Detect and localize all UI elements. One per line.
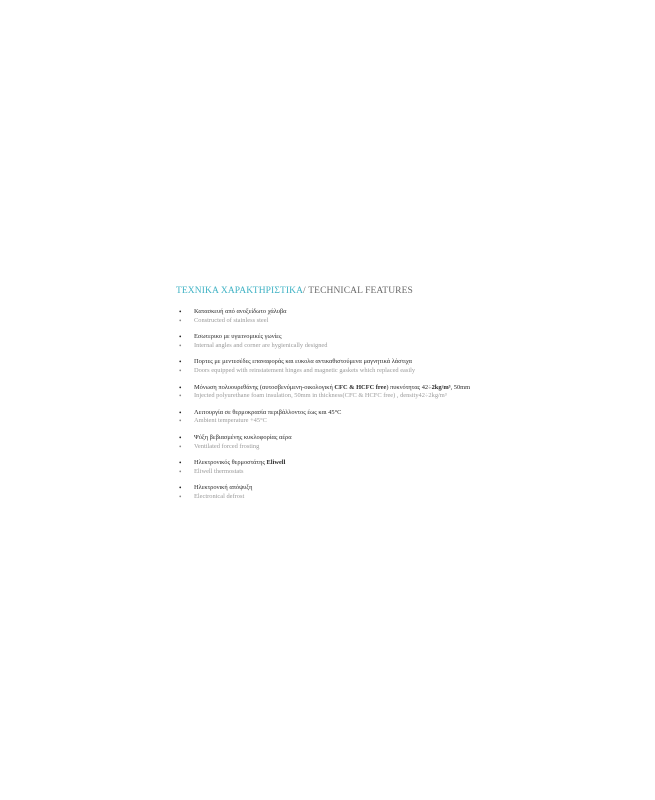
bullet-icon: • (179, 492, 182, 501)
bullet-icon: • (179, 433, 182, 442)
bullet-icon: • (179, 392, 182, 401)
bullet-icon: • (179, 308, 182, 316)
feature-english: Doors equipped with reinstatement hinges and magnetic gaskets which replaced easily (194, 366, 416, 374)
bullet-icon: • (179, 484, 182, 493)
feature-english: Electronical defrost (194, 492, 245, 500)
feature-english: Constructed of stainless steel (194, 316, 269, 324)
feature-greek: Μόνωση πολυουρεθάνης (αυτοσβενύμενη-οικολογική CFC & HCFC free) πυκνότητας 42÷2kg/m³, 50mm (194, 383, 471, 391)
section-heading (176, 286, 506, 296)
feature-greek: Κατασκευή από ανοξείδωτο χάλυβα (194, 308, 287, 315)
feature-item (176, 484, 506, 501)
bullet-icon: • (179, 341, 182, 350)
feature-english: Injected polyurethane foam insulation, 50mm in thickness(CFC & HCFC free) , density42÷2kg/m³ (194, 392, 447, 400)
feature-greek: Ηλεκτρονικός θερμοστάτης Eliwell (194, 459, 286, 467)
features-list (176, 308, 506, 502)
bullet-icon: • (179, 467, 182, 476)
bullet-icon: • (179, 459, 182, 468)
feature-english: Ambient temperature +45°C (194, 417, 267, 425)
bullet-icon: • (179, 383, 182, 392)
bullet-icon: • (179, 366, 182, 375)
heading-english: / TECHNICAL FEATURES (303, 286, 413, 296)
feature-item (176, 384, 506, 401)
feature-greek: Ηλεκτρονική απόψυξη (194, 484, 253, 492)
bullet-icon: • (179, 333, 182, 342)
feature-english: Eliwell thermostats (194, 467, 244, 475)
feature-greek: Ψύξη βεβιασμένης κυκλοφορίας αέρα (194, 433, 292, 441)
feature-item (176, 434, 506, 451)
feature-greek: Πορτες με μεντεσέδες επαναφοράς και ευκολα αντικαθιστούμενα μαγνητικά λάστιχα (194, 358, 412, 366)
bullet-icon: • (179, 358, 182, 367)
bullet-icon: • (179, 316, 182, 325)
bullet-icon: • (179, 408, 182, 417)
feature-item (176, 459, 506, 476)
feature-greek: Λειτουργία σε θερμοκρασία περιβάλλοντος έως και 45°C (194, 408, 342, 416)
feature-item (176, 308, 506, 325)
feature-english: Internal angles and corner are hygienically designed (194, 341, 328, 349)
technical-features-section (176, 286, 506, 510)
feature-item (176, 358, 506, 375)
heading-greek: ΤΕΧΝΙΚΑ ΧΑΡΑΚΤΗΡΙΣΤΙΚΑ (176, 286, 304, 296)
feature-greek: Εσωτερικο με υγιεινομικές γωνίες (194, 333, 282, 341)
feature-item (176, 333, 506, 350)
bullet-icon: • (179, 442, 182, 451)
bullet-icon: • (179, 417, 182, 426)
feature-item (176, 409, 506, 426)
feature-english: Ventilated forced frosting (194, 442, 260, 450)
